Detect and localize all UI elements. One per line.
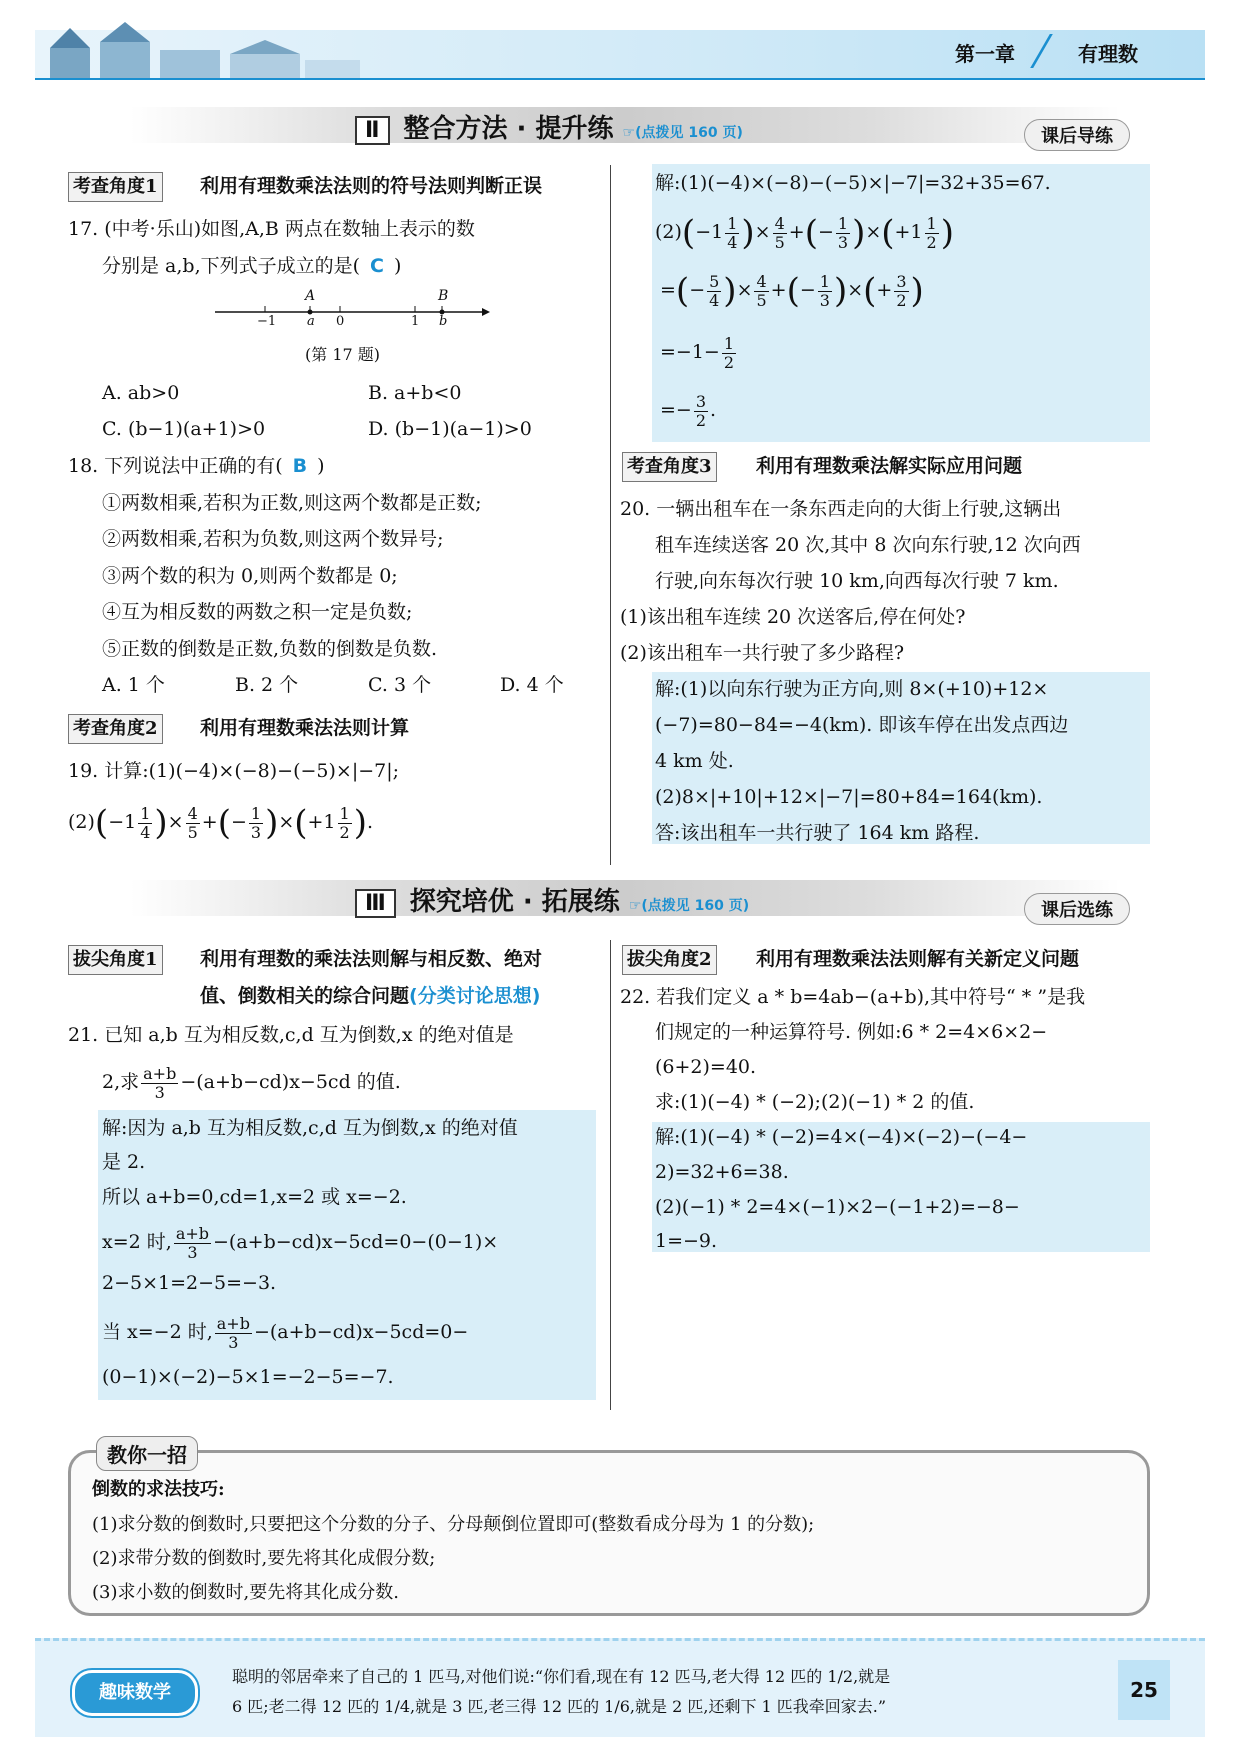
tag-top-angle-2: 拔尖角度2 (622, 945, 717, 975)
q22-line2: 们规定的一种运算符号. 例如:6 * 2=4×6×2− (655, 1021, 1048, 1043)
q21-solution-4: x=2 时, $\frac{a+b}{3}$ −(a+b−cd)x−5cd=0−(0−1)× (102, 1223, 499, 1262)
q19-part1: 19. 计算:(1)(−4)×(−8)−(−5)×|−7|; (68, 760, 400, 782)
footer-story-line1: 聪明的邻居牵来了自己的 1 匹马,对他们说:“你们看,现在有 12 匹马,老大得 12 匹的 1/2,就是 (232, 1667, 891, 1686)
section3-hint: ☞(点拨见 160 页) (628, 898, 750, 914)
frac-ab-3: $\frac{a+b}{3}$ (143, 1063, 177, 1102)
section2-pill: 课后导练 (1024, 119, 1130, 151)
q18-item-5: ⑤正数的倒数是正数,负数的倒数是负数. (102, 638, 438, 660)
section2-title (355, 108, 743, 145)
q20-solution-4: (2)8×|+10|+12×|−7|=80+84=164(km). (655, 786, 1043, 808)
footer-story-line2: 6 匹;老二得 12 匹的 1/4,就是 3 匹,老三得 12 匹的 1/6,就是 2 匹,还剩下 1 匹我牵回家去.” (232, 1697, 887, 1716)
axis-tick-0: 0 (336, 314, 345, 329)
q22-solution-2: 2)=32+6=38. (655, 1161, 789, 1183)
q20-part1: (1)该出租车连续 20 次送客后,停在何处? (620, 606, 966, 628)
q21-line2: 2,求 $\frac{a+b}{3}$ −(a+b−cd)x−5cd 的值. (102, 1063, 401, 1102)
q18-option-d: D. 4 个 (500, 674, 564, 696)
q18-option-b: B. 2 个 (235, 674, 299, 696)
q19-part2: (2)(−1 $\frac{1}{4}$ )× $\frac{4}{5}$ +(− $\frac{1}{3}$ )×(+1 $\frac{1}{2}$ ). (68, 803, 374, 843)
axis-tick-b: b (439, 314, 448, 329)
q18-option-a: A. 1 个 (102, 674, 165, 696)
fun-math-badge: 趣味数学 (72, 1670, 198, 1716)
tag-angle-2: 考查角度2 (68, 714, 163, 744)
q21-solution-6: 当 x=−2 时, $\frac{a+b}{3}$ −(a+b−cd)x−5cd=0− (102, 1313, 469, 1352)
tag-top-angle-1: 拔尖角度1 (68, 945, 163, 975)
q17-option-b: B. a+b<0 (368, 382, 462, 404)
q22-line3: (6+2)=40. (655, 1056, 757, 1078)
castle-illustration (40, 20, 370, 80)
tag-top-angle-1-title-a: 利用有理数的乘法法则解与相反数、绝对 (200, 948, 543, 970)
q19-solution-1: 解:(1)(−4)×(−8)−(−5)×|−7|=32+35=67. (655, 172, 1051, 194)
section3-text: 探究培优 · 拓展练 (409, 887, 620, 917)
q18-item-2: ②两数相乘,若积为负数,则这两个数异号; (102, 528, 444, 550)
axis-label-A: A (305, 288, 316, 304)
tag-top-angle-1-title-b: 值、倒数相关的综合问题(分类讨论思想) (200, 985, 541, 1007)
q19-solution-2: (2)(−1 $\frac{1}{4}$ )× $\frac{4}{5}$ +(− $\frac{1}{3}$ )×(+1 $\frac{1}{2}$ ) (655, 213, 954, 253)
frac-1-3: $\frac{1}{3}$ (250, 803, 262, 842)
page-number: 25 (1118, 1660, 1170, 1720)
q17-line1: 17. (中考·乐山)如图,A,B 两点在数轴上表示的数 (68, 218, 475, 240)
chapter-label: 第一章 (955, 42, 1015, 66)
q21-line1: 21. 已知 a,b 互为相反数,c,d 互为倒数,x 的绝对值是 (68, 1024, 514, 1046)
column-divider-1 (610, 165, 611, 865)
q19-solution-3: =(− $\frac{5}{4}$ )× $\frac{4}{5}$ +(− $\frac{1}{3}$ )×(+ $\frac{3}{2}$ ) (660, 271, 924, 311)
axis-tick-1: 1 (411, 314, 420, 329)
q22-solution-3: (2)(−1) * 2=4×(−1)×2−(−1+2)=−8− (655, 1196, 1020, 1218)
q20-solution-5: 答:该出租车一共行驶了 164 km 路程. (655, 822, 980, 844)
q21-solution-5: 2−5×1=2−5=−3. (102, 1272, 277, 1294)
thinking-method: (分类讨论思想) (409, 985, 541, 1007)
q21-solution-3: 所以 a+b=0,cd=1,x=2 或 x=−2. (102, 1186, 407, 1208)
q22-line1: 22. 若我们定义 a * b=4ab−(a+b),其中符号“ * ”是我 (620, 986, 1086, 1008)
figure-caption-17: (第 17 题) (305, 345, 381, 364)
tip-title: 倒数的求法技巧: (92, 1479, 225, 1500)
tag-angle-3-title: 利用有理数乘法解实际应用问题 (756, 455, 1023, 477)
q17-line2: 分别是 a,b,下列式子成立的是( C ) (102, 255, 402, 277)
q17-option-c: C. (b−1)(a+1)>0 (102, 418, 266, 440)
axis-label-B: B (438, 288, 449, 304)
q18-item-1: ①两数相乘,若积为正数,则这两个数都是正数; (102, 492, 482, 514)
q19-solution-4: =−1− $\frac{1}{2}$ (660, 333, 735, 372)
q21-solution-2: 是 2. (102, 1151, 146, 1173)
axis-tick-minus1: −1 (257, 314, 277, 329)
tip-line3: (3)求小数的倒数时,要先将其化成分数. (92, 1582, 399, 1603)
frac-3-2: $\frac{3}{2}$ (896, 271, 907, 310)
section3-title (355, 881, 749, 918)
q18-item-3: ③两个数的积为 0,则两个数都是 0; (102, 565, 398, 587)
tip-label: 教你一招 (96, 1436, 198, 1471)
tag-angle-3: 考查角度3 (622, 452, 717, 482)
q18-stem: 18. 下列说法中正确的有( B ) (68, 455, 325, 477)
q22-solution-4: 1=−9. (655, 1230, 718, 1252)
q20-line1: 20. 一辆出租车在一条东西走向的大街上行驶,这辆出 (620, 498, 1062, 520)
tip-line2: (2)求带分数的倒数时,要先将其化成假分数; (92, 1548, 436, 1569)
section3-roman: Ⅲ (355, 889, 396, 918)
section3-pill: 课后选练 (1024, 893, 1130, 925)
q18-item-4: ④互为相反数的两数之积一定是负数; (102, 601, 413, 623)
frac-4-5: $\frac{4}{5}$ (187, 803, 198, 842)
q22-line4: 求:(1)(−4) * (−2);(2)(−1) * 2 的值. (655, 1091, 975, 1113)
q18-answer: B (292, 455, 308, 477)
chapter-title: 有理数 (1078, 42, 1138, 66)
q17-option-d: D. (b−1)(a−1)>0 (368, 418, 532, 440)
q20-line3: 行驶,向东每次行驶 10 km,向西每次行驶 7 km. (655, 570, 1059, 592)
q21-solution-1: 解:因为 a,b 互为相反数,c,d 互为倒数,x 的绝对值 (102, 1117, 518, 1139)
tag-angle-2-title: 利用有理数乘法法则计算 (200, 717, 410, 739)
q20-solution-3: 4 km 处. (655, 750, 734, 772)
tag-angle-1: 考查角度1 (68, 172, 163, 202)
section2-text: 整合方法 · 提升练 (403, 114, 614, 144)
q17-answer: C (370, 255, 384, 277)
tip-line1: (1)求分数的倒数时,只要把这个分数的分子、分母颠倒位置即可(整数看成分母为 1 的分数); (92, 1514, 815, 1535)
q20-solution-1: 解:(1)以向东行驶为正方向,则 8×(+10)+12× (655, 678, 1049, 700)
frac-5-4: $\frac{5}{4}$ (709, 271, 720, 310)
q22-solution-1: 解:(1)(−4) * (−2)=4×(−4)×(−2)−(−4− (655, 1126, 1028, 1148)
section2-hint: ☞(点拨见 160 页) (622, 125, 743, 141)
q20-line2: 租车连续送客 20 次,其中 8 次向东行驶,12 次向西 (655, 534, 1081, 556)
q19-solution-5: =− $\frac{3}{2}$ . (660, 391, 717, 430)
header-rule (35, 78, 1205, 80)
q20-solution-2: (−7)=80−84=−4(km). 即该车停在出发点西边 (655, 714, 1069, 736)
tag-angle-1-title: 利用有理数乘法法则的符号法则判断正误 (200, 175, 543, 197)
q17-option-a: A. ab>0 (102, 382, 180, 404)
frac-1-2: $\frac{1}{2}$ (339, 803, 350, 842)
q21-solution-7: (0−1)×(−2)−5×1=−2−5=−7. (102, 1366, 394, 1388)
axis-tick-a: a (307, 314, 315, 329)
q18-option-c: C. 3 个 (368, 674, 432, 696)
section2-roman: Ⅱ (355, 116, 390, 145)
q20-part2: (2)该出租车一共行驶了多少路程? (620, 642, 905, 664)
column-divider-2 (610, 940, 611, 1410)
tag-top-angle-2-title: 利用有理数乘法法则解有关新定义问题 (756, 948, 1080, 970)
frac-1-4: $\frac{1}{4}$ (140, 803, 151, 842)
